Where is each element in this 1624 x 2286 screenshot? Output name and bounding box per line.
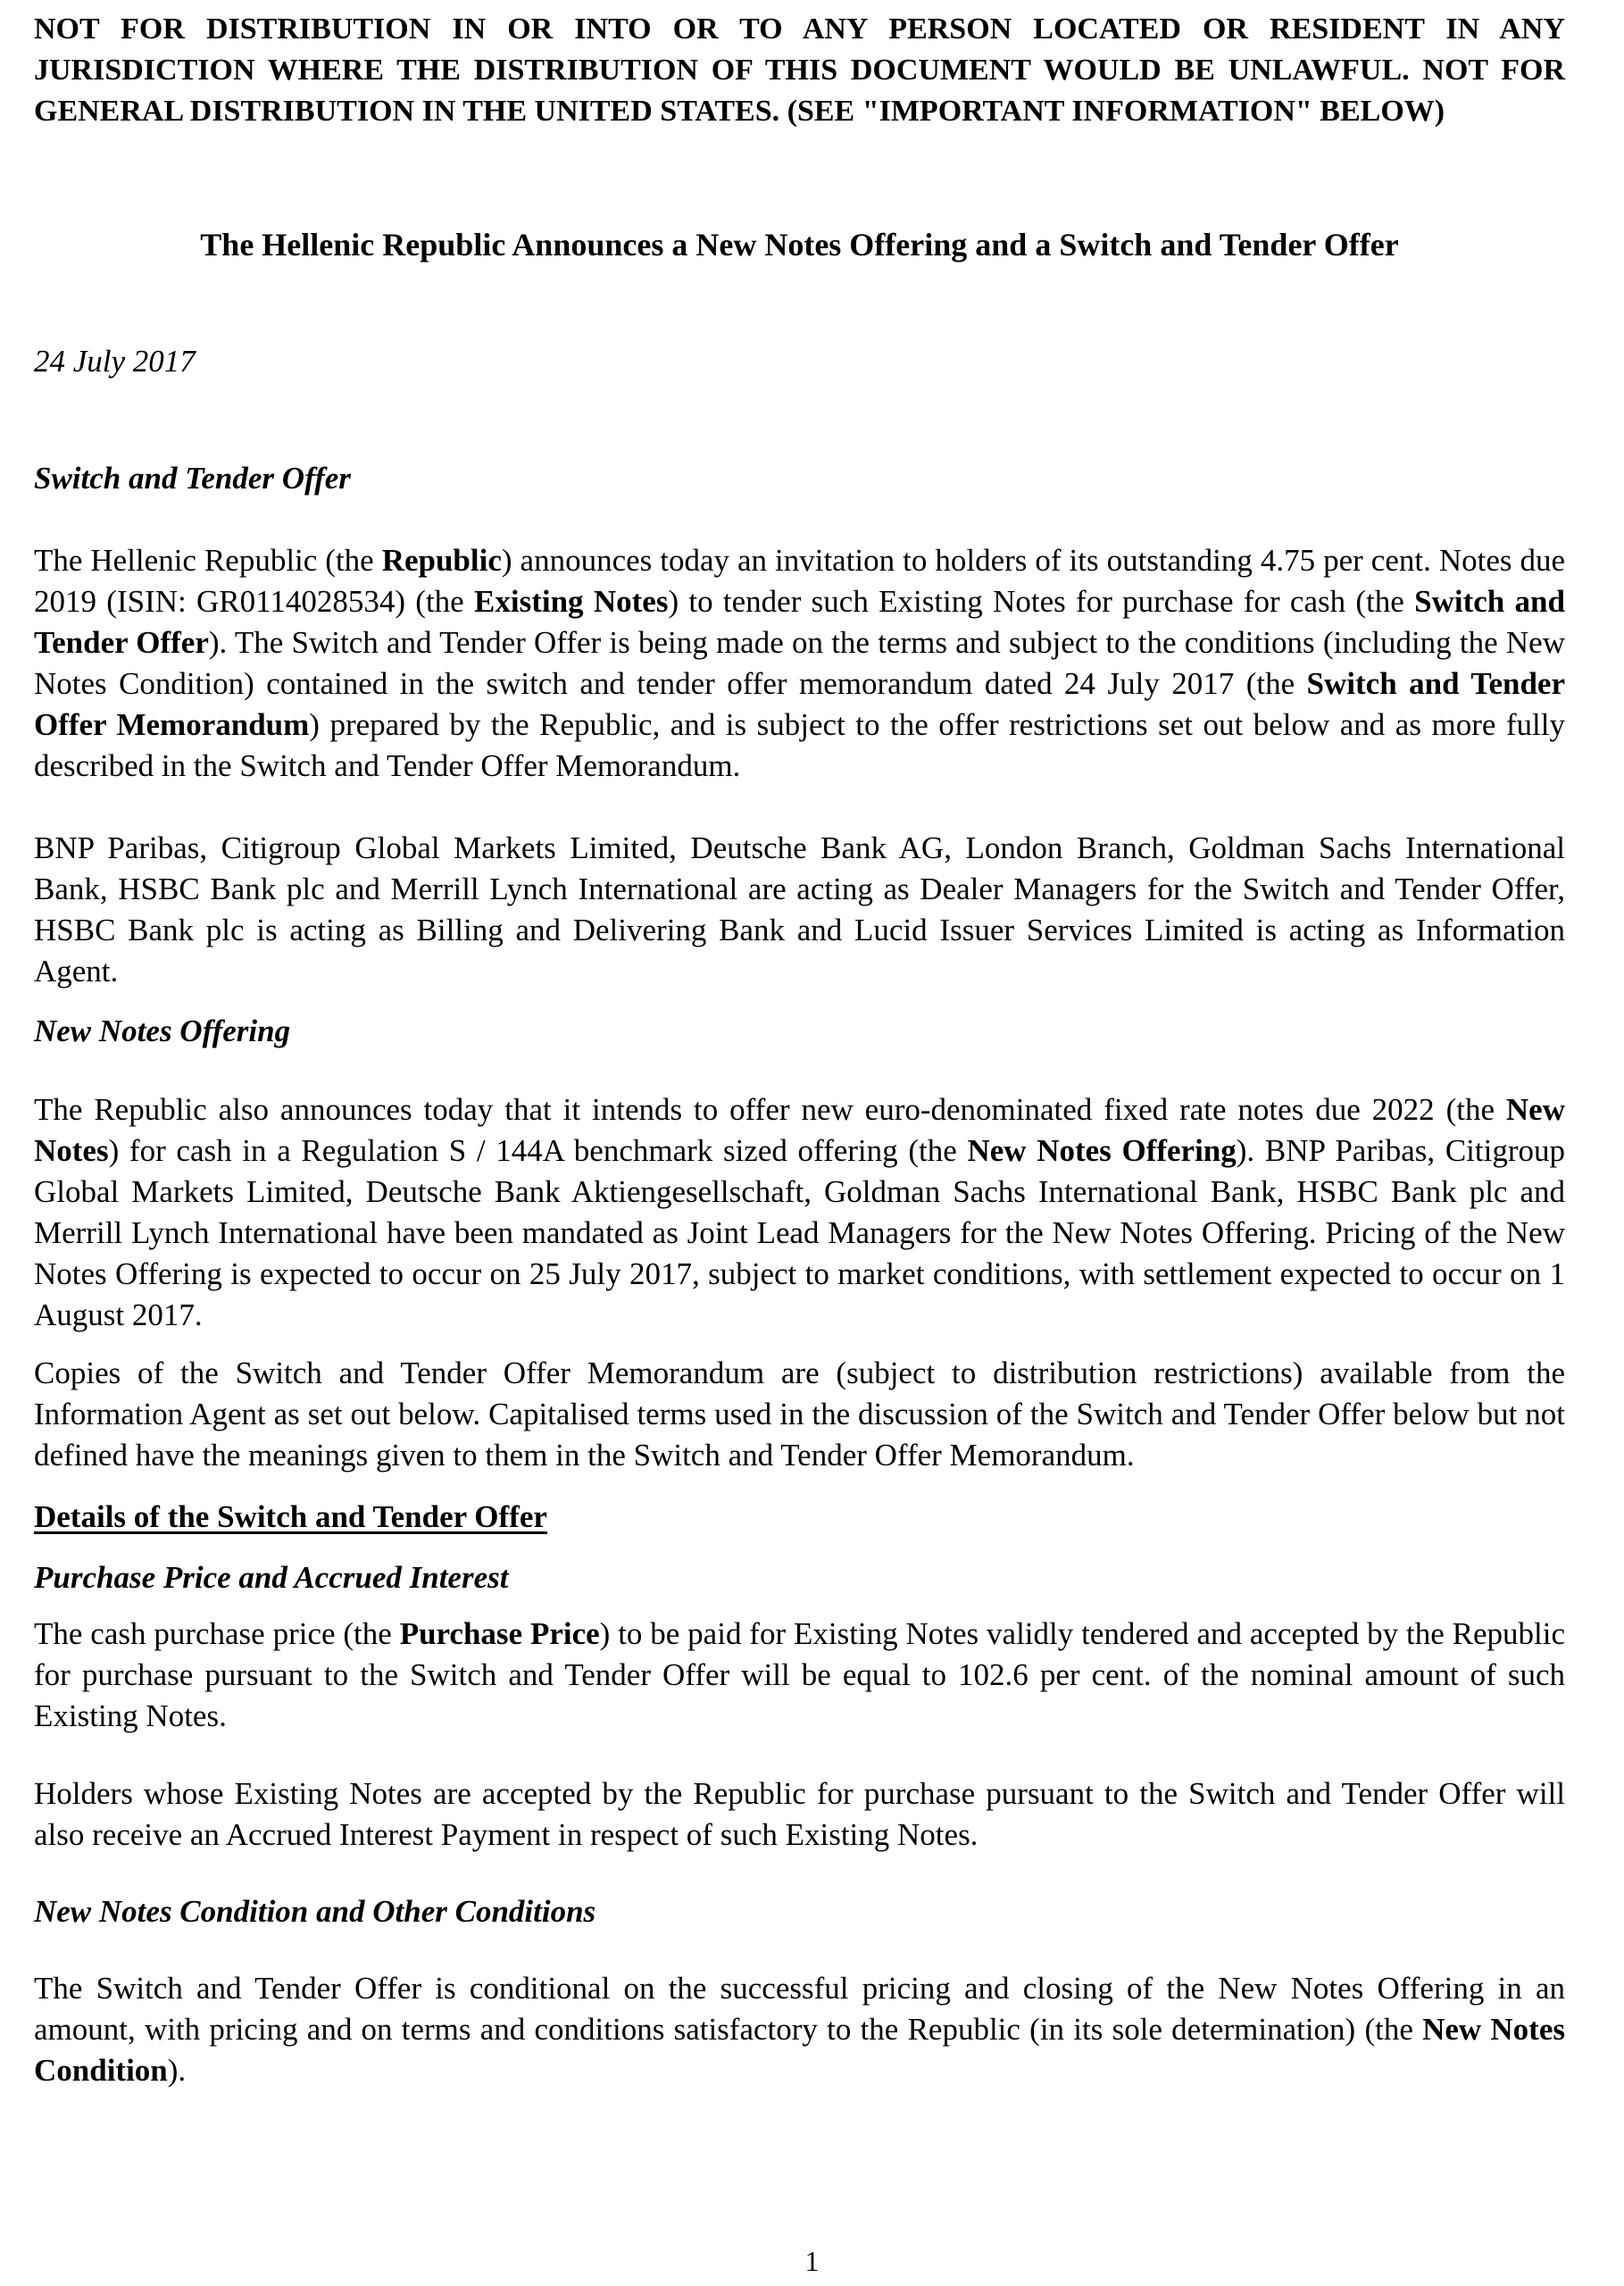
page-number: 1 bbox=[804, 2245, 820, 2277]
switch-offer-paragraph: The Hellenic Republic (the Republic) announces today an invitation to holders of its outstanding 4.75 per cent. Notes due 2019 (ISIN: GR0114028534) (the Existing Notes) to tender such Existing Notes for purchase for cash (the Switch and Tender Offer). The Switch and Tender Offer is being made on the terms and subject to the conditions (including the New Notes Condition) contained in the switch and tender offer memorandum dated 24 July 2017 (the Switch and Tender Offer Memorandum) prepared by the Republic, and is subject to the offer restrictions set out below and as more fully described in the Switch and Tender Offer Memorandum. bbox=[34, 543, 1565, 783]
new-notes-heading: New Notes Offering bbox=[34, 1014, 291, 1048]
new-notes-condition-paragraph: The Switch and Tender Offer is conditional on the successful pricing and closing of the New Notes Offering in an amount, with pricing and on terms and conditions satisfactory to the Republic (in its sole determination) (the New Notes Condition). bbox=[34, 1971, 1565, 2088]
accrued-interest-paragraph: Holders whose Existing Notes are accepted by the Republic for purchase pursuant to the Switch and Tender Offer will also receive an Accrued Interest Payment in respect of such Existing Notes. bbox=[34, 1776, 1565, 1852]
purchase-price-heading: Purchase Price and Accrued Interest bbox=[34, 1560, 509, 1595]
details-heading: Details of the Switch and Tender Offer bbox=[34, 1499, 547, 1534]
document-title: The Hellenic Republic Announces a New Notes Offering and a Switch and Tender Offer bbox=[200, 227, 1399, 263]
dealer-managers-paragraph: BNP Paribas, Citigroup Global Markets Limited, Deutsche Bank AG, London Branch, Goldman Sachs International Bank, HSBC Bank plc and Merrill Lynch International are acting as Dealer Managers for the Switch and Tender Offer, HSBC Bank plc is acting as Billing and Delivering Bank and Lucid Issuer Services Limited is acting as Information Agent. bbox=[34, 830, 1565, 989]
new-notes-paragraph: The Republic also announces today that it intends to offer new euro-denominated fixed rate notes due 2022 (the New Notes) for cash in a Regulation S / 144A benchmark sized offering (the New Notes Offering). BNP Paribas, Citigroup Global Markets Limited, Deutsche Bank Aktiengesellschaft, Goldman Sachs International Bank, HSBC Bank plc and Merrill Lynch International have been mandated as Joint Lead Managers for the New Notes Offering. Pricing of the New Notes Offering is expected to occur on 25 July 2017, subject to market conditions, with settlement expected to occur on 1 August 2017. bbox=[34, 1092, 1565, 1332]
distribution-banner: NOT FOR DISTRIBUTION IN OR INTO OR TO ANY PERSON LOCATED OR RESIDENT IN ANY JURISDICTION WHERE THE DISTRIBUTION OF THIS DOCUMENT WOULD BE UNLAWFUL. NOT FOR GENERAL DISTRIBUTION IN THE UNITED STATES. (SEE "IMPORTANT INFORMATION" BELOW) bbox=[34, 13, 1565, 128]
switch-offer-heading: Switch and Tender Offer bbox=[34, 461, 351, 496]
memorandum-copies-paragraph: Copies of the Switch and Tender Offer Memorandum are (subject to distribution restrictions) available from the Information Agent as set out below. Capitalised terms used in the discussion of the Switch and Tender Offer below but not defined have the meanings given to them in the Switch and Tender Offer Memorandum. bbox=[34, 1356, 1565, 1473]
document-page bbox=[34, 9, 1565, 2091]
document-date: 24 July 2017 bbox=[34, 344, 196, 379]
conditions-heading: New Notes Condition and Other Conditions bbox=[34, 1894, 596, 1929]
purchase-price-paragraph: The cash purchase price (the Purchase Price) to be paid for Existing Notes validly tendered and accepted by the Republic for purchase pursuant to the Switch and Tender Offer will be equal to 102.6 per cent. of the nominal amount of such Existing Notes. bbox=[34, 1616, 1565, 1733]
